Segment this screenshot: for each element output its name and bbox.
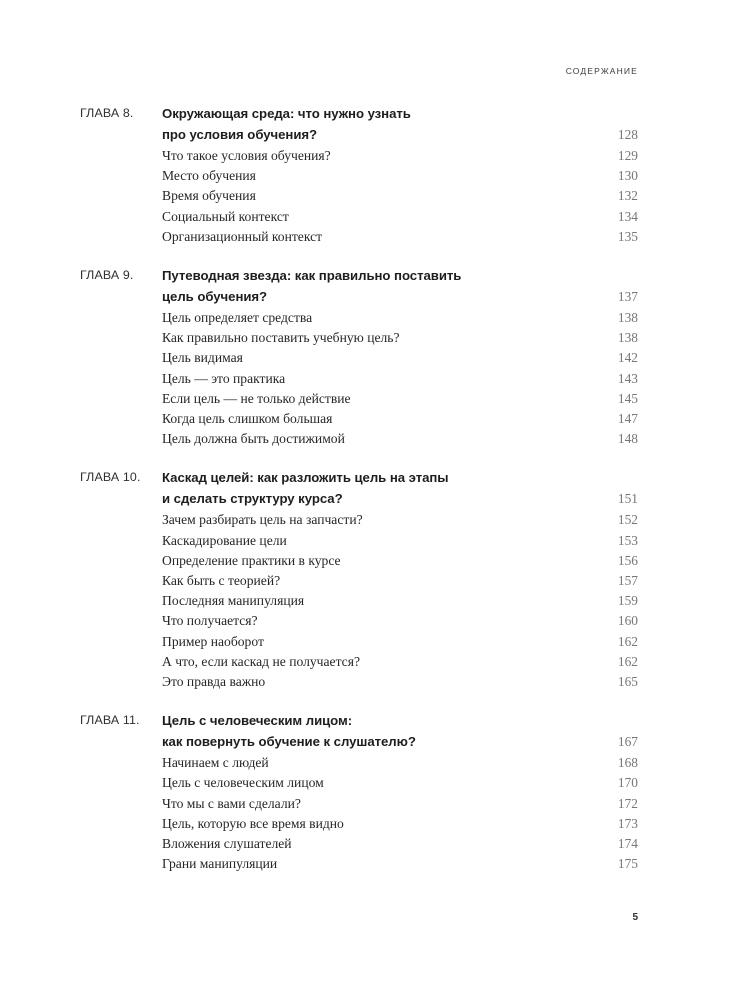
toc-entry[interactable] (80, 611, 638, 631)
toc-entry-page-number: 156 (617, 552, 638, 568)
toc-entry[interactable] (80, 652, 638, 672)
toc-entry-page-number: 147 (617, 411, 638, 427)
toc-chapter (80, 103, 638, 247)
chapter-title-line: Путеводная звезда: как правильно поставить (162, 268, 462, 284)
toc-entry-page-number: 138 (617, 330, 638, 346)
toc-entry-page-number: 174 (617, 836, 638, 852)
chapter-title-line: Цель с человеческим лицом: (162, 713, 353, 729)
toc-entry-title: Цель видимая (162, 350, 243, 366)
toc-entry-title: Грани манипуляции (162, 856, 278, 872)
toc-entry-page-number: 142 (617, 350, 638, 366)
toc-entry[interactable] (80, 429, 638, 449)
toc-entry-page-number: 152 (617, 512, 638, 528)
toc-entry[interactable] (80, 571, 638, 591)
toc-entry-page-number: 153 (617, 532, 638, 548)
toc-entry-title: Место обучения (162, 168, 256, 184)
toc-entry[interactable] (80, 753, 638, 773)
chapter-label: ГЛАВА 11. (80, 713, 140, 728)
toc-entry[interactable] (80, 227, 638, 247)
chapter-heading[interactable] (80, 103, 638, 145)
chapter-page-number: 167 (617, 734, 638, 750)
toc-entry-page-number: 130 (617, 168, 638, 184)
chapter-label: ГЛАВА 9. (80, 268, 134, 283)
toc-entry-title: Как быть с теорией? (162, 573, 281, 589)
toc-entry-page-number: 159 (617, 593, 638, 609)
toc-entry[interactable] (80, 551, 638, 571)
chapter-entry-list (80, 753, 638, 874)
toc-entry-page-number: 129 (617, 148, 638, 163)
toc-entry[interactable] (80, 389, 638, 409)
chapter-entry-list (80, 308, 638, 449)
toc-entry-page-number: 135 (617, 228, 638, 244)
toc-entry-title: Цель, которую все время видно (162, 815, 344, 831)
toc-entry-page-number: 138 (617, 310, 638, 326)
toc-entry-page-number: 173 (617, 815, 638, 831)
toc-entry-page-number: 162 (617, 653, 638, 669)
chapter-entry-list (80, 510, 638, 692)
chapter-title-line: и сделать структуру курса? (162, 491, 343, 507)
chapter-title (162, 710, 638, 752)
toc-entry-title: Это правда важно (162, 674, 266, 690)
chapter-title (162, 467, 638, 509)
toc-entry[interactable] (80, 591, 638, 611)
chapter-title-line: цель обучения? (162, 289, 268, 305)
toc-entry-title: Вложения слушателей (162, 836, 292, 852)
chapter-heading[interactable] (80, 467, 638, 509)
toc-entry-title: Цель — это практика (162, 370, 286, 386)
toc-entry-title: Время обучения (162, 188, 256, 204)
chapter-page-number: 151 (617, 491, 638, 507)
chapter-title (162, 103, 638, 145)
chapter-page-number: 137 (617, 289, 638, 305)
toc-entry-page-number: 172 (617, 795, 638, 811)
chapter-entry-list (80, 146, 638, 247)
page-folio: 5 (632, 912, 638, 923)
toc-entry[interactable] (80, 531, 638, 551)
toc-entry[interactable] (80, 328, 638, 348)
toc-entry-page-number: 160 (617, 613, 638, 629)
toc-entry-title: Последняя манипуляция (162, 593, 305, 609)
toc-entry-page-number: 157 (617, 573, 638, 589)
toc-entry-title: Зачем разбирать цель на запчасти? (162, 512, 363, 528)
chapter-label: ГЛАВА 10. (80, 470, 141, 485)
toc-entry[interactable] (80, 834, 638, 854)
toc-entry-title: Цель с человеческим лицом (162, 775, 324, 791)
chapter-heading[interactable] (80, 710, 638, 752)
table-of-contents (80, 103, 638, 874)
chapter-heading[interactable] (80, 265, 638, 307)
toc-entry[interactable] (80, 348, 638, 368)
toc-entry-title: Как правильно поставить учебную цель? (162, 330, 400, 346)
toc-entry[interactable] (80, 369, 638, 389)
running-head: СОДЕРЖАНИЕ (565, 66, 638, 76)
toc-entry-page-number: 148 (617, 431, 638, 447)
toc-entry-title: Каскадирование цели (162, 532, 287, 548)
toc-entry-page-number: 143 (617, 370, 638, 386)
toc-entry-page-number: 165 (617, 674, 638, 690)
chapter-title-line: как повернуть обучение к слушателю? (162, 734, 416, 750)
toc-entry[interactable] (80, 814, 638, 834)
toc-entry[interactable] (80, 146, 638, 166)
toc-entry[interactable] (80, 186, 638, 206)
toc-entry-page-number: 162 (617, 633, 638, 649)
toc-entry-page-number: 170 (617, 775, 638, 791)
toc-entry-title: Если цель — не только действие (162, 390, 351, 406)
toc-entry-title: Организационный контекст (162, 228, 323, 244)
toc-entry-title: Цель должна быть достижимой (162, 431, 345, 447)
toc-entry-title: Пример наоборот (162, 633, 264, 649)
chapter-title-line: Окружающая среда: что нужно узнать (162, 106, 411, 121)
toc-entry[interactable] (80, 794, 638, 814)
toc-entry[interactable] (80, 773, 638, 793)
toc-entry[interactable] (80, 308, 638, 328)
chapter-title-line: Каскад целей: как разложить цель на этапы (162, 470, 449, 486)
toc-entry-title: Что получается? (162, 613, 258, 629)
toc-entry[interactable] (80, 510, 638, 530)
toc-entry-page-number: 145 (617, 390, 638, 406)
toc-entry[interactable] (80, 854, 638, 874)
toc-chapter (80, 467, 638, 692)
toc-entry-title: Когда цель слишком большая (162, 411, 333, 427)
toc-entry-page-number: 132 (617, 188, 638, 204)
chapter-title (162, 265, 638, 307)
toc-entry-page-number: 134 (617, 208, 638, 224)
toc-entry-title: Определение практики в курсе (162, 552, 341, 568)
toc-entry-title: Начинаем с людей (162, 755, 269, 771)
toc-entry-page-number: 168 (617, 755, 638, 771)
toc-entry[interactable] (80, 166, 638, 186)
toc-chapter (80, 265, 638, 449)
toc-entry[interactable] (80, 672, 638, 692)
chapter-page-number: 128 (617, 127, 638, 142)
chapter-title-line: про условия обучения? (162, 127, 318, 142)
toc-entry-title: Что мы с вами сделали? (162, 795, 301, 811)
toc-entry-page-number: 175 (617, 856, 638, 872)
toc-entry[interactable] (80, 632, 638, 652)
chapter-label: ГЛАВА 8. (80, 106, 134, 120)
toc-entry-title: А что, если каскад не получается? (162, 653, 360, 669)
toc-entry-title: Социальный контекст (162, 208, 289, 224)
toc-entry-title: Цель определяет средства (162, 310, 313, 326)
toc-chapter (80, 710, 638, 874)
toc-entry-title: Что такое условия обучения? (162, 148, 331, 163)
toc-entry[interactable] (80, 409, 638, 429)
toc-entry[interactable] (80, 207, 638, 227)
